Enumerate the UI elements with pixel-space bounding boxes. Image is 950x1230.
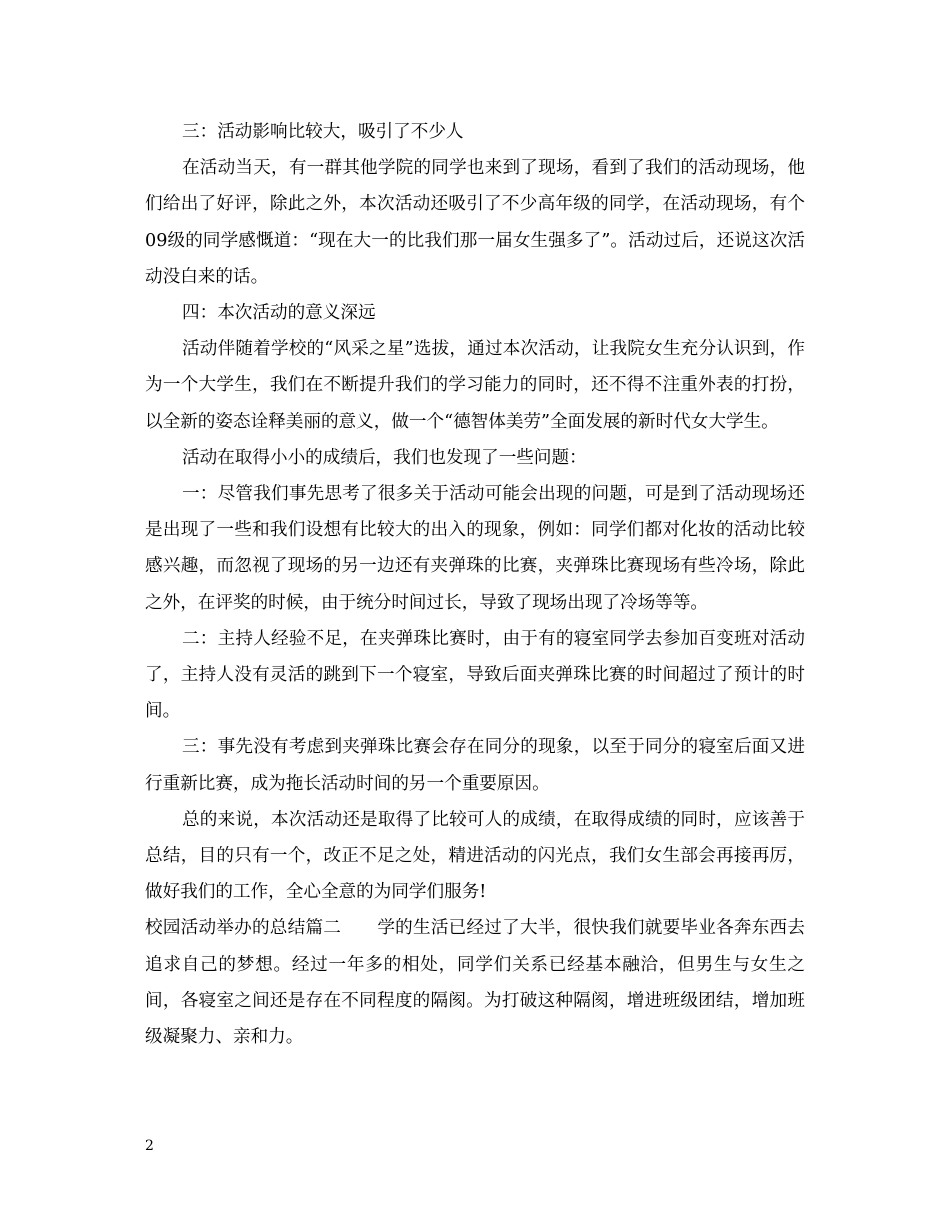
section-heading: 三：活动影响比较大，吸引了不少人 xyxy=(182,122,464,142)
page-number: 2 xyxy=(145,1138,154,1154)
paragraph: 三：事先没有考虑到夹弹珠比赛会存在同分的现象，以至于同分的寝室后面又进行重新比赛，成为拖长活动时间的另一个重要原因。 xyxy=(145,737,805,794)
document-body xyxy=(145,114,805,1055)
section2-title: 校园活动举办的总结篇二 xyxy=(145,918,342,939)
paragraph: 二：主持人经验不足，在夹弹珠比赛时，由于有的寝室同学去参加百变班对活动了，主持人没有灵活的跳到下一个寝室，导致后面夹弹珠比赛的时间超过了预计的时间。 xyxy=(145,628,805,722)
section2-body: 学的生活已经过了大半，很快我们就要毕业各奔东西去追求自己的梦想。经过一年多的相处，同学们关系已经基本融洽，但男生与女生之间，各寝室之间还是存在不同程度的隔阂。为打破这种隔阂，增进班级团结，增加班级凝聚力、亲和力。 xyxy=(145,918,805,1048)
section-heading: 四：本次活动的意义深远 xyxy=(182,303,376,324)
paragraph: 一：尽管我们事先思考了很多关于活动可能会出现的问题，可是到了活动现场还是出现了一些和我们设想有比较大的出入的现象，例如：同学们都对化妆的活动比较感兴趣，而忽视了现场的另一边还有夹弹珠的比赛，夹弹珠比赛现场有些冷场，除此之外，在评奖的时候，由于统分时间过长，导致了现场出现了冷场等等。 xyxy=(145,484,805,613)
section2-paragraph xyxy=(145,910,805,1055)
paragraph: 活动伴随着学校的“风采之星”选拔，通过本次活动，让我院女生充分认识到，作为一个大学生，我们在不断提升我们的学习能力的同时，还不得不注重外表的打扮，以全新的姿态诠释美丽的意义，做一个“德智体美劳”全面发展的新时代女大学生。 xyxy=(145,339,805,432)
paragraph: 总的来说，本次活动还是取得了比较可人的成绩，在取得成绩的同时，应该善于总结，目的只有一个，改正不足之处，精进活动的闪光点，我们女生部会再接再厉，做好我们的工作，全心全意的为同学们服务! xyxy=(145,809,805,903)
paragraph: 活动在取得小小的成绩后，我们也发现了一些问题： xyxy=(182,447,587,468)
paragraph: 在活动当天，有一群其他学院的同学也来到了现场，看到了我们的活动现场，他们给出了好评，除此之外，本次活动还吸引了不少高年级的同学，在活动现场，有个09级的同学感慨道：“现在大一的比我们那一届女生强多了”。活动过后，还说这次活动没白来的话。 xyxy=(145,158,805,287)
